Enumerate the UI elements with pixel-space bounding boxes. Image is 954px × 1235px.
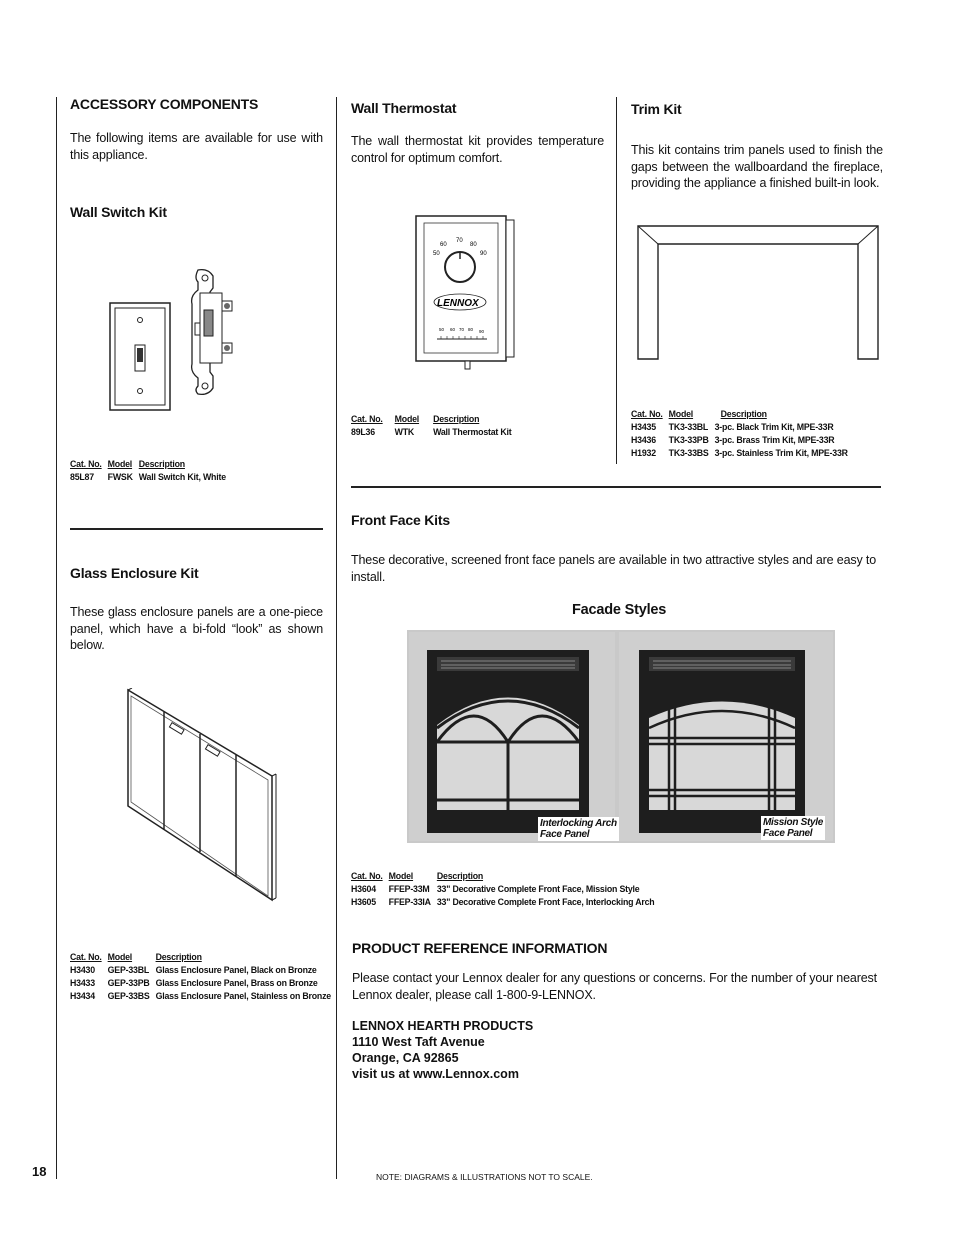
table-row: 89L36 WTK Wall Thermostat Kit (351, 427, 512, 437)
table-row: H3430 GEP-33BL Glass Enclosure Panel, Black on Bronze (70, 965, 317, 975)
arch-panel-caption: Interlocking Arch Face Panel (540, 818, 617, 840)
section-divider (351, 486, 881, 488)
table-row: H3604 FFEP-33M 33" Decorative Complete Front Face, Mission Style (351, 884, 640, 894)
wall-switch-heading: Wall Switch Kit (70, 204, 167, 220)
wall-switch-illustration (105, 268, 245, 413)
table-header: Model (107, 952, 133, 962)
scale-label: 80 (468, 327, 474, 332)
scale-label: 60 (450, 327, 456, 332)
table-header: Model (394, 414, 420, 424)
wall-switch-catalog-table (70, 458, 232, 484)
facade-styles-illustration (407, 630, 835, 843)
table-row: 85L87 FWSK Wall Switch Kit, White (70, 472, 226, 482)
front-face-text: These decorative, screened front face panels are available in two attractive styles and are easy to install. (351, 553, 877, 584)
wall-thermostat-text: The wall thermostat kit provides temperature control for optimum comfort. (351, 134, 604, 165)
table-header: Cat. No. (631, 409, 663, 419)
table-row: H3433 GEP-33PB Glass Enclosure Panel, Brass on Bronze (70, 978, 318, 988)
table-row: H3436 TK3-33PB 3-pc. Brass Trim Kit, MPE-33R (631, 435, 835, 445)
table-header: Description (436, 871, 484, 881)
city-state-zip: Orange, CA 92865 (352, 1051, 459, 1065)
street-address: 1110 West Taft Avenue (352, 1035, 485, 1049)
table-header: Cat. No. (351, 414, 383, 424)
table-row: H3434 GEP-33BS Glass Enclosure Panel, Stainless on Bronze (70, 991, 331, 1001)
scale-label: 50 (439, 327, 445, 332)
company-address (352, 1018, 533, 1082)
trim-kit-heading: Trim Kit (631, 101, 682, 117)
table-header: Model (388, 871, 414, 881)
middle-column-rule (336, 97, 337, 1179)
page-number: 18 (32, 1164, 47, 1179)
dial-label: 90 (480, 251, 487, 257)
wall-thermostat-heading: Wall Thermostat (351, 100, 457, 116)
glass-enclosure-catalog-table (70, 951, 337, 1003)
dial-label: 50 (433, 251, 440, 257)
scale-label: 70 (459, 327, 465, 332)
table-header: Cat. No. (351, 871, 383, 881)
brand-logo: LENNOX (437, 298, 479, 309)
trim-kit-text: This kit contains trim panels used to finish the gaps between the wallboardand the fireplace, providing the appliance a finished built-in look. (631, 143, 883, 190)
section-divider (70, 528, 323, 530)
table-header: Description (433, 414, 480, 424)
dial-label: 60 (440, 242, 447, 248)
scale-label: 90 (479, 329, 485, 334)
glass-enclosure-text: These glass enclosure panels are a one-piece panel, which have a bi-fold “look” as shown below. (70, 605, 323, 652)
table-header: Description (155, 952, 202, 962)
table-row: H3435 TK3-33BL 3-pc. Black Trim Kit, MPE-33R (631, 422, 834, 432)
product-reference-text: Please contact your Lennox dealer for any questions or concerns. For the number of your nearest Lennox dealer, please call 1-800-9-LENNOX. (352, 971, 877, 1002)
table-header: Model (668, 409, 694, 419)
table-header: Cat. No. (70, 459, 102, 469)
table-header: Description (720, 409, 767, 419)
accessory-intro: The following items are available for use with this appliance. (70, 131, 323, 162)
table-header: Cat. No. (70, 952, 102, 962)
product-reference-heading: PRODUCT REFERENCE INFORMATION (352, 940, 608, 956)
mission-panel-caption: Mission Style Face Panel (763, 817, 824, 839)
table-row: H1932 TK3-33BS 3-pc. Stainless Trim Kit, MPE-33R (631, 448, 848, 458)
dial-label: 70 (456, 238, 463, 244)
footer-note: NOTE: DIAGRAMS & ILLUSTRATIONS NOT TO SCALE. (376, 1172, 593, 1182)
thermostat-catalog-table (351, 413, 518, 439)
accessory-heading: ACCESSORY COMPONENTS (70, 96, 259, 112)
table-row: H3605 FFEP-33IA 33" Decorative Complete Front Face, Interlocking Arch (351, 897, 655, 907)
glass-enclosure-illustration (122, 688, 282, 903)
trim-kit-illustration (636, 224, 881, 362)
table-header: Description (138, 459, 185, 469)
facade-styles-heading: Facade Styles (572, 602, 667, 618)
dial-label: 80 (470, 242, 477, 248)
trim-kit-catalog-table (631, 408, 854, 460)
company-name: LENNOX HEARTH PRODUCTS (352, 1019, 534, 1033)
glass-enclosure-heading: Glass Enclosure Kit (70, 565, 199, 581)
front-face-heading: Front Face Kits (351, 512, 450, 528)
website-line: visit us at www.Lennox.com (352, 1067, 519, 1081)
right-column-rule (616, 97, 617, 464)
thermostat-illustration (415, 215, 517, 371)
left-column-rule (56, 97, 57, 1179)
front-face-catalog-table (351, 870, 660, 909)
table-header: Model (107, 459, 133, 469)
